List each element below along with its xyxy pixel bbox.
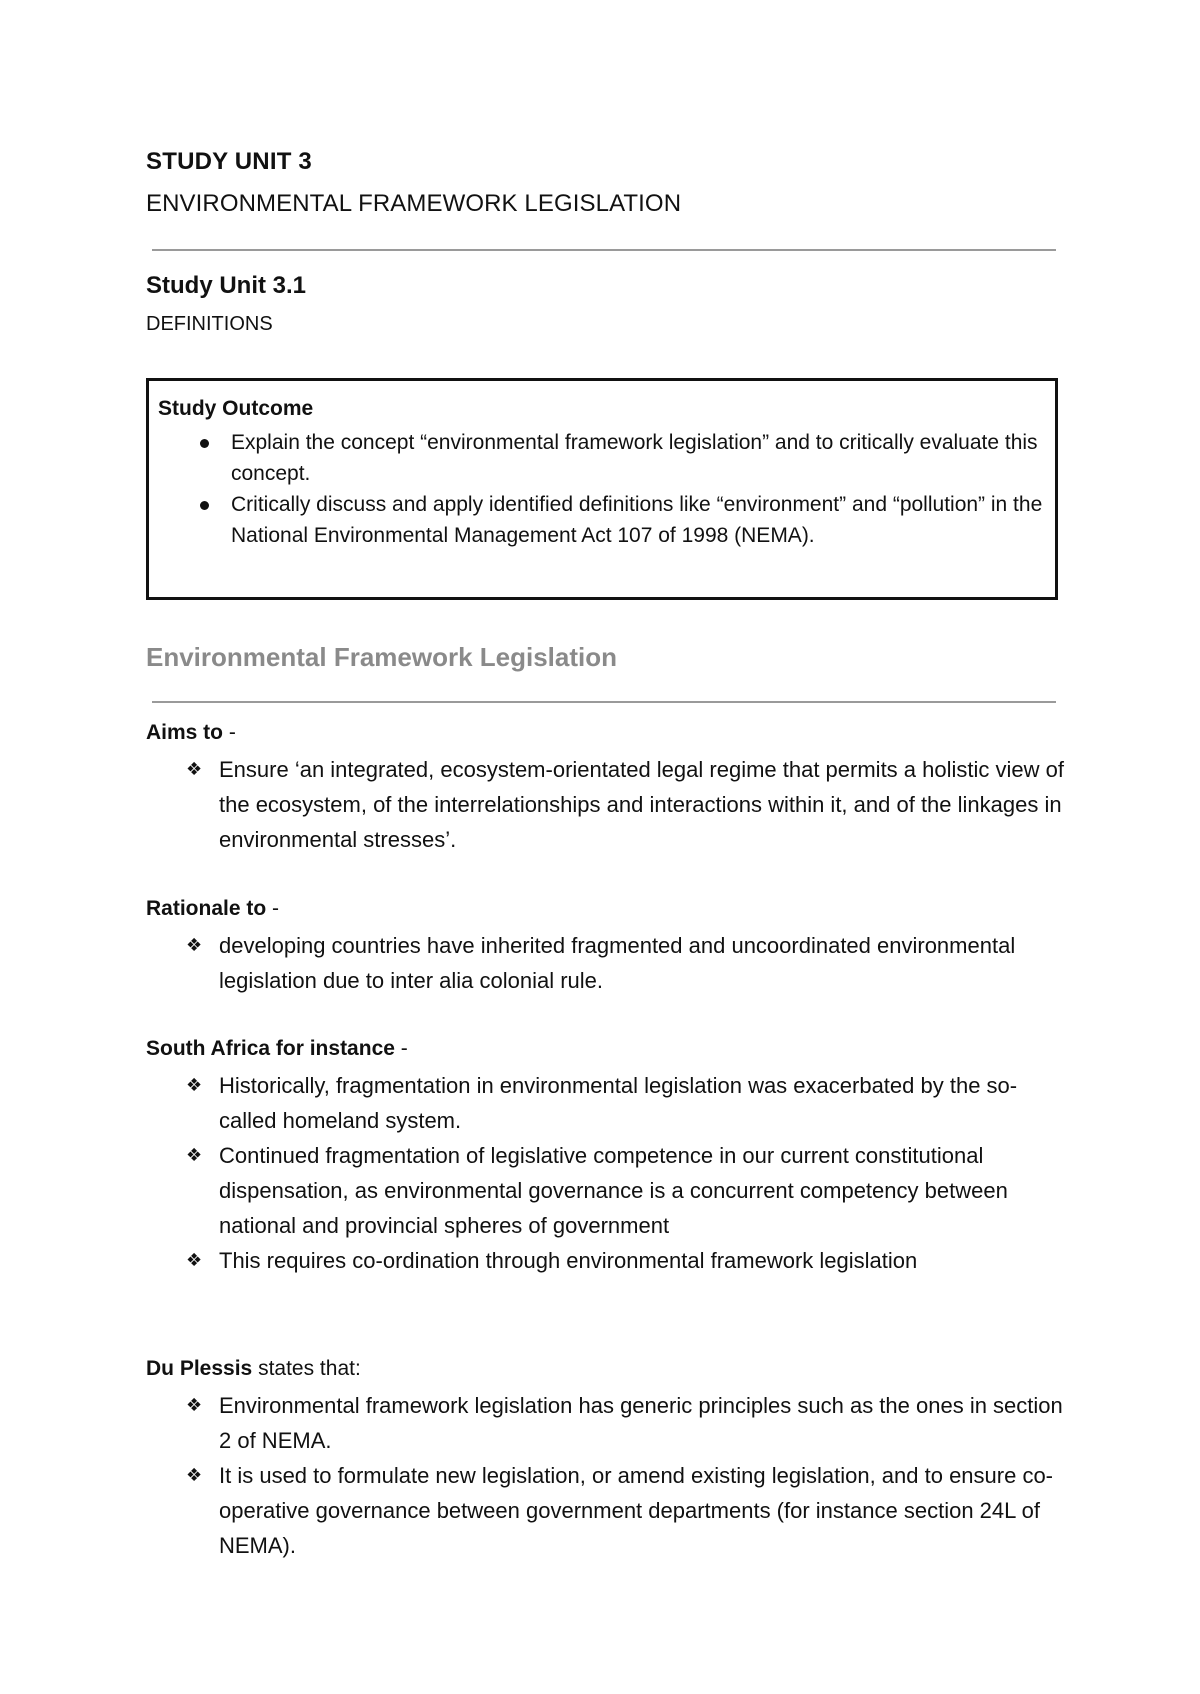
aims-label: Aims to - [146,721,236,744]
list-item-text: This requires co-ordination through environmental framework legislation [219,1248,918,1273]
horizontal-divider [152,249,1056,251]
bullet-dot-icon [200,501,209,510]
list-item [146,1243,1066,1278]
study-outcome-box [146,378,1058,600]
list-item-text: Ensure ‘an integrated, ecosystem-orientated legal regime that permits a holistic view of the ecosystem, of the interrelationships and interactions within it, and of the linkages in environmental stresses’. [219,757,1064,852]
horizontal-divider [152,701,1056,703]
list-item [146,1138,1066,1243]
diamond-bullet-icon: ❖ [186,1465,203,1485]
list-item [146,1458,1066,1563]
south-africa-label: South Africa for instance - [146,1037,408,1060]
diamond-bullet-icon: ❖ [186,1145,203,1165]
diamond-bullet-icon: ❖ [186,1075,203,1095]
list-item-text: developing countries have inherited fragmented and uncoordinated environmental legislation due to inter alia colonial rule. [219,933,1016,993]
south-africa-list [146,1068,1066,1278]
list-item-text: Environmental framework legislation has generic principles such as the ones in section 2 of NEMA. [219,1393,1063,1453]
diamond-bullet-icon: ❖ [186,1395,203,1415]
list-item-text: Historically, fragmentation in environmental legislation was exacerbated by the so-called homeland system. [219,1073,1018,1133]
aims-list [146,752,1066,857]
study-outcome-text: Critically discuss and apply identified definitions like “environment” and “pollution” in the National Environmental Management Act 107 of 1998 (NEMA). [231,493,1043,547]
list-item [146,928,1066,998]
rationale-label: Rationale to - [146,897,280,920]
section-subtitle: DEFINITIONS [146,313,273,335]
unit-subtitle: ENVIRONMENTAL FRAMEWORK LEGISLATION [146,190,682,217]
study-outcome-title: Study Outcome [158,397,314,420]
bullet-dot-icon [200,439,209,448]
framework-heading: Environmental Framework Legislation [146,642,617,672]
list-item [146,752,1066,857]
list-item [146,1388,1066,1458]
list-item-text: It is used to formulate new legislation, or amend existing legislation, and to ensure co-operative governance between government departments (for instance section 24L of NEMA). [219,1463,1054,1558]
list-item [146,1068,1066,1138]
study-outcome-text: Explain the concept “environmental framework legislation” and to critically evaluate this concept. [231,431,1038,485]
aims-block [146,718,1066,857]
rationale-block [146,894,1066,998]
south-africa-block [146,1034,1066,1278]
rationale-list [146,928,1066,998]
du-plessis-list [146,1388,1066,1563]
diamond-bullet-icon: ❖ [186,935,203,955]
section-title: Study Unit 3.1 [146,272,307,299]
diamond-bullet-icon: ❖ [186,1250,203,1270]
list-item-text: Continued fragmentation of legislative competence in our current constitutional dispensation, as environmental governance is a concurrent competency between national and provincial spheres of government [219,1143,1008,1238]
study-outcome-item [158,489,1048,551]
unit-title: STUDY UNIT 3 [146,148,312,175]
diamond-bullet-icon: ❖ [186,759,203,779]
du-plessis-label: Du Plessis states that: [146,1357,361,1380]
du-plessis-block [146,1354,1066,1563]
study-outcome-item [158,427,1048,489]
study-outcome-list [158,427,1048,551]
